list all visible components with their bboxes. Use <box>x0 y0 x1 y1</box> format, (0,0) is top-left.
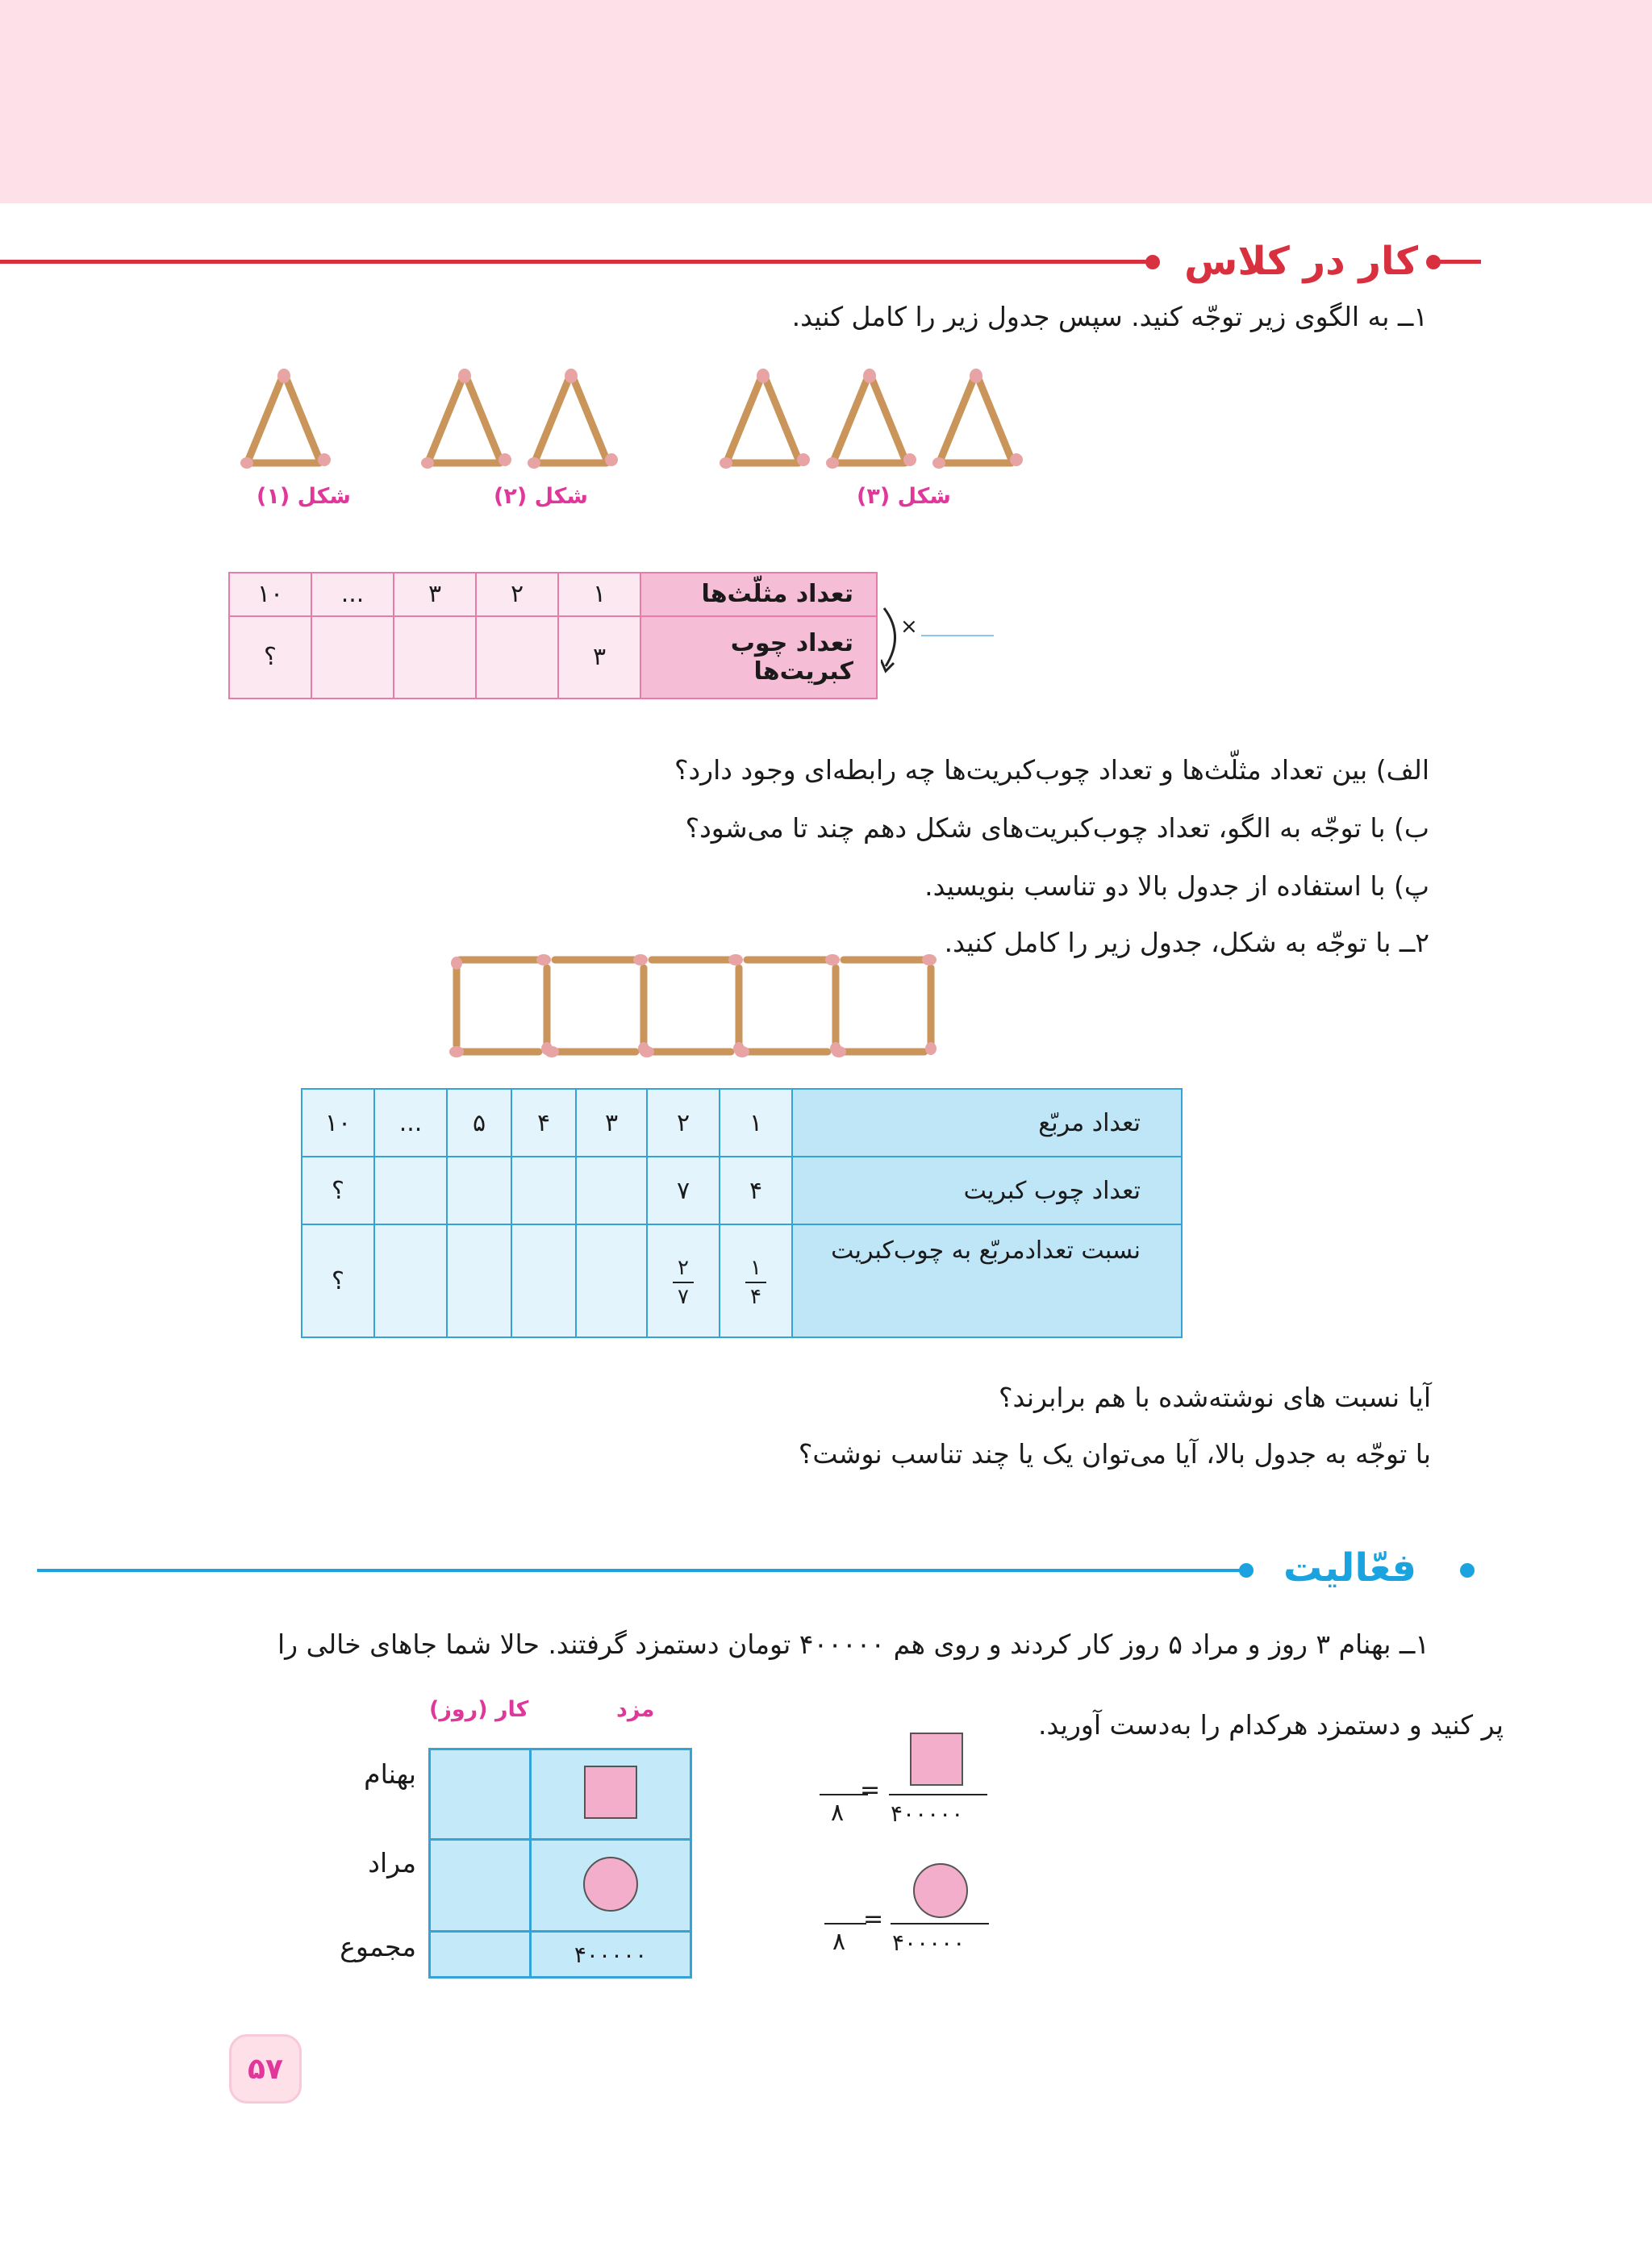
table2-cell: ۷ <box>647 1157 720 1224</box>
table1-cell: ۱۰ <box>229 573 311 616</box>
table2-cell <box>511 1157 576 1224</box>
table1-cell: ۳ <box>394 573 476 616</box>
table3-col-header-days: کار (روز) <box>429 1697 529 1722</box>
triangles-table <box>228 572 878 699</box>
row-label-total: مجموع <box>340 1931 416 1962</box>
triangle-fig2a <box>421 369 511 469</box>
page-number: ۵۷ <box>229 2034 302 2104</box>
fraction-numerator: ۱ <box>750 1256 761 1280</box>
circle-placeholder-icon <box>913 1863 968 1918</box>
table3-cell <box>531 1749 691 1840</box>
table3-cell <box>430 1749 531 1840</box>
table3-total-cell: ۴۰۰۰۰۰ <box>531 1932 691 1978</box>
eq1-left-line <box>889 1794 987 1795</box>
table1-cell: ۱ <box>558 573 640 616</box>
table2-cell: ۵ <box>447 1089 511 1157</box>
table2-cell: ۴ <box>511 1089 576 1157</box>
fraction <box>745 1256 766 1309</box>
section-title-class-work: کار در کلاس <box>1184 239 1418 284</box>
table1-row-header: تعداد چوب کبریت‌ها <box>640 616 877 698</box>
square-placeholder-icon <box>910 1733 963 1786</box>
question-pe: پ) با استفاده از جدول بالا دو تناسب بنویسید. <box>924 870 1429 902</box>
table3-cell <box>430 1839 531 1932</box>
row-label-morad: مراد <box>368 1847 416 1879</box>
section-dot <box>1239 1563 1254 1578</box>
table2-fraction-cell <box>647 1224 720 1337</box>
fraction-denominator: ۴ <box>750 1285 761 1309</box>
section-divider-line <box>37 1569 1245 1572</box>
table2-cell: ۲ <box>647 1089 720 1157</box>
question-1: ۱ــ به الگوی زیر توجّه کنید. سپس جدول زیر را کامل کنید. <box>791 301 1428 332</box>
table3-col-header-wage: مزد <box>616 1697 655 1722</box>
eq2-left-line <box>891 1923 989 1924</box>
figure-caption-2: شکل (۲) <box>494 484 588 509</box>
section-dot <box>1145 255 1160 269</box>
question-be: ب) با توجّه به الگو، تعداد چوب‌کبریت‌های شکل دهم چند تا می‌شود؟ <box>685 812 1429 844</box>
circle-placeholder-icon <box>583 1857 638 1912</box>
table2-cell <box>447 1224 511 1337</box>
figure-caption-3: شکل (۳) <box>857 484 951 509</box>
triangle-fig3b <box>826 369 916 469</box>
question-alef: الف) بین تعداد مثلّث‌ها و تعداد چوب‌کبریت‌ها چه رابطه‌ای وجود دارد؟ <box>674 754 1429 786</box>
table2-row-header: تعداد مربّع <box>792 1089 1182 1157</box>
table1-cell <box>476 616 558 698</box>
table2-cell <box>511 1224 576 1337</box>
eq2-den-right: ۴۰۰۰۰۰ <box>892 1929 966 1956</box>
eq1-den-right: ۴۰۰۰۰۰ <box>891 1800 964 1827</box>
table1-cell: ... <box>311 573 394 616</box>
table2-cell: ۴ <box>720 1157 792 1224</box>
multiply-sign: × <box>900 615 918 639</box>
section-divider-line <box>1436 260 1481 264</box>
table1-row-header: تعداد مثلّث‌ها <box>640 573 877 616</box>
table2-cell <box>447 1157 511 1224</box>
triangle-fig3a <box>720 369 810 469</box>
eq2-den-left: ۸ <box>832 1928 846 1956</box>
top-band <box>0 0 1652 203</box>
table2-cell <box>576 1224 647 1337</box>
fraction-denominator: ۷ <box>678 1285 689 1309</box>
table1-cell <box>311 616 394 698</box>
table1-cell <box>394 616 476 698</box>
wage-table <box>428 1748 692 1979</box>
table2-row-header: نسبت تعدادمربّع به چوب‌کبریت <box>792 1224 1182 1337</box>
activity-question-1: ۱ــ بهنام ۳ روز و مراد ۵ روز کار کردند و روی هم ۴۰۰۰۰۰ تومان دستمزد گرفتند. حالا شما جاهای خالی را <box>277 1628 1429 1660</box>
table1-cell: ۳ <box>558 616 640 698</box>
table2-cell <box>374 1224 447 1337</box>
table2-fraction-cell <box>720 1224 792 1337</box>
eq1-equals: = <box>860 1776 881 1804</box>
square-placeholder-icon <box>584 1766 637 1819</box>
table2-cell: ۱۰ <box>302 1089 374 1157</box>
triangle-matchstick-figures <box>226 363 1049 484</box>
eq2-right-line <box>824 1923 866 1924</box>
question-proportion: با توجّه به جدول بالا، آیا می‌توان یک یا چند تناسب نوشت؟ <box>798 1438 1431 1470</box>
table1-cell: ۲ <box>476 573 558 616</box>
table2-cell <box>576 1157 647 1224</box>
eq1-den-left: ۸ <box>831 1799 845 1827</box>
table1-cell: ؟ <box>229 616 311 698</box>
table2-cell: ؟ <box>302 1224 374 1337</box>
row-label-behnam: بهنام <box>364 1758 416 1790</box>
question-equal-ratios: آیا نسبت های نوشته‌شده با هم برابرند؟ <box>999 1382 1431 1413</box>
section-dot <box>1460 1563 1475 1578</box>
section-title-activity: فعّالیت <box>1283 1545 1416 1591</box>
square-matchstick-figure <box>448 949 945 1066</box>
table3-cell <box>531 1839 691 1932</box>
table2-cell: ... <box>374 1089 447 1157</box>
answer-line <box>921 635 994 636</box>
table2-cell: ۱ <box>720 1089 792 1157</box>
table3-cell <box>430 1932 531 1978</box>
activity-question-1-cont: پر کنید و دستمزد هرکدام را به‌دست آورید. <box>1037 1709 1504 1741</box>
table2-cell: ؟ <box>302 1157 374 1224</box>
table2-cell <box>374 1157 447 1224</box>
triangle-fig2b <box>528 369 618 469</box>
triangle-fig1 <box>240 369 331 469</box>
triangle-fig3c <box>932 369 1023 469</box>
fraction-numerator: ۲ <box>678 1256 689 1280</box>
figure-caption-1: شکل (۱) <box>257 484 351 509</box>
fraction <box>673 1256 694 1309</box>
eq2-equals: = <box>863 1905 884 1933</box>
question-2: ۲ــ با توجّه به شکل، جدول زیر را کامل کنید. <box>944 927 1429 958</box>
squares-table <box>301 1088 1183 1338</box>
table2-row-header: تعداد چوب کبریت <box>792 1157 1182 1224</box>
section-divider-line <box>0 260 1152 264</box>
table2-cell: ۳ <box>576 1089 647 1157</box>
